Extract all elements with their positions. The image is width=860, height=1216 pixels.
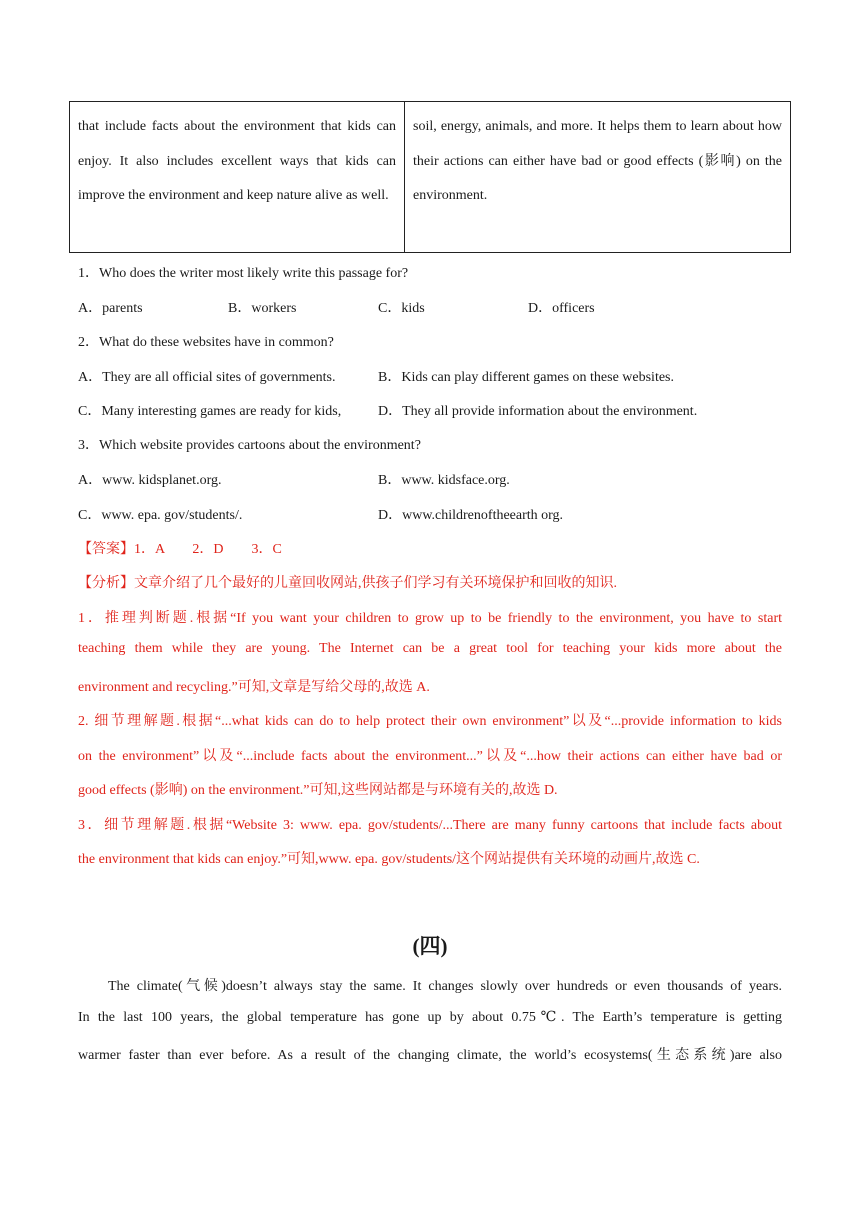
analysis-1-line-2: teaching them while they are young. The Internet can be a great tool for teaching your kids more about the [78,641,782,656]
q3-option-d: D．www.childrenoftheearth org. [378,508,564,523]
question-3-stem: 3．Which website provides cartoons about the environment? [78,438,421,453]
q1-option-d: D．officers [528,301,595,316]
analysis-3-line-2: the environment that kids can enjoy.”可知,www. epa. gov/students/这个网站提供有关环境的动画片,故选 C. [78,852,700,867]
table-cell-left: that include facts about the environment that kids can enjoy. It also includes excellent ways that kids can improve the environment and keep nature alive as well. [70,102,405,252]
q2-option-b: B．Kids can play different games on these websites. [378,370,675,385]
analysis-2-line-2: on the environment”以及“...include facts about the environment...”以及“...how their actions can either have bad or [78,749,782,764]
answer-key: 【答案】1．A 2．D 3．C [78,542,282,557]
q3-option-c: C．www. epa. gov/students/. [78,508,243,523]
question-2-stem: 2．What do these websites have in common? [78,335,334,350]
analysis-1-line-1: 1．推理判断题.根据“If you want your children to grow up to be friendly to the environment, you have to start [78,611,782,626]
q3-option-a: A．www. kidsplanet.org. [78,473,222,488]
analysis-3-line-1: 3．细节理解题.根据“Website 3: www. epa. gov/students/...There are many funny cartoons that include facts about [78,818,782,833]
analysis-intro: 【分析】文章介绍了几个最好的儿童回收网站,供孩子们学习有关环境保护和回收的知识. [78,576,617,591]
passage-line-1: The climate(气候)doesn’t always stay the same. It changes slowly over hundreds or even thousands of years. [108,979,782,994]
q1-option-c: C．kids [378,301,425,316]
q2-option-c: C．Many interesting games are ready for kids, [78,404,342,419]
passage-table [69,101,791,253]
analysis-2-line-1: 2. 细节理解题.根据“...what kids can do to help protect their own environment”以及“...provide information to kids [78,714,782,729]
question-1-stem: 1．Who does the writer most likely write this passage for? [78,266,409,281]
analysis-2-line-3: good effects (影响) on the environment.”可知,这些网站都是与环境有关的,故选 D. [78,783,558,798]
q3-option-b: B．www. kidsface.org. [378,473,510,488]
passage-line-3: warmer faster than ever before. As a result of the changing climate, the world’s ecosystems(生态系统)are also [78,1048,782,1063]
section-title: (四) [412,934,448,958]
passage-line-2: In the last 100 years, the global temperature has gone up by about 0.75℃. The Earth’s temperature is getting [78,1010,782,1025]
q1-option-b: B．workers [228,301,297,316]
q2-option-a: A．They are all official sites of governments. [78,370,336,385]
analysis-1-line-3: environment and recycling.”可知,文章是写给父母的,故选 A. [78,680,430,695]
table-cell-right: soil, energy, animals, and more. It helps them to learn about how their actions can either have bad or good effects (影响) on the environment. [413,119,782,203]
q2-option-d: D．They all provide information about the environment. [378,404,698,419]
q1-option-a: A．parents [78,301,143,316]
